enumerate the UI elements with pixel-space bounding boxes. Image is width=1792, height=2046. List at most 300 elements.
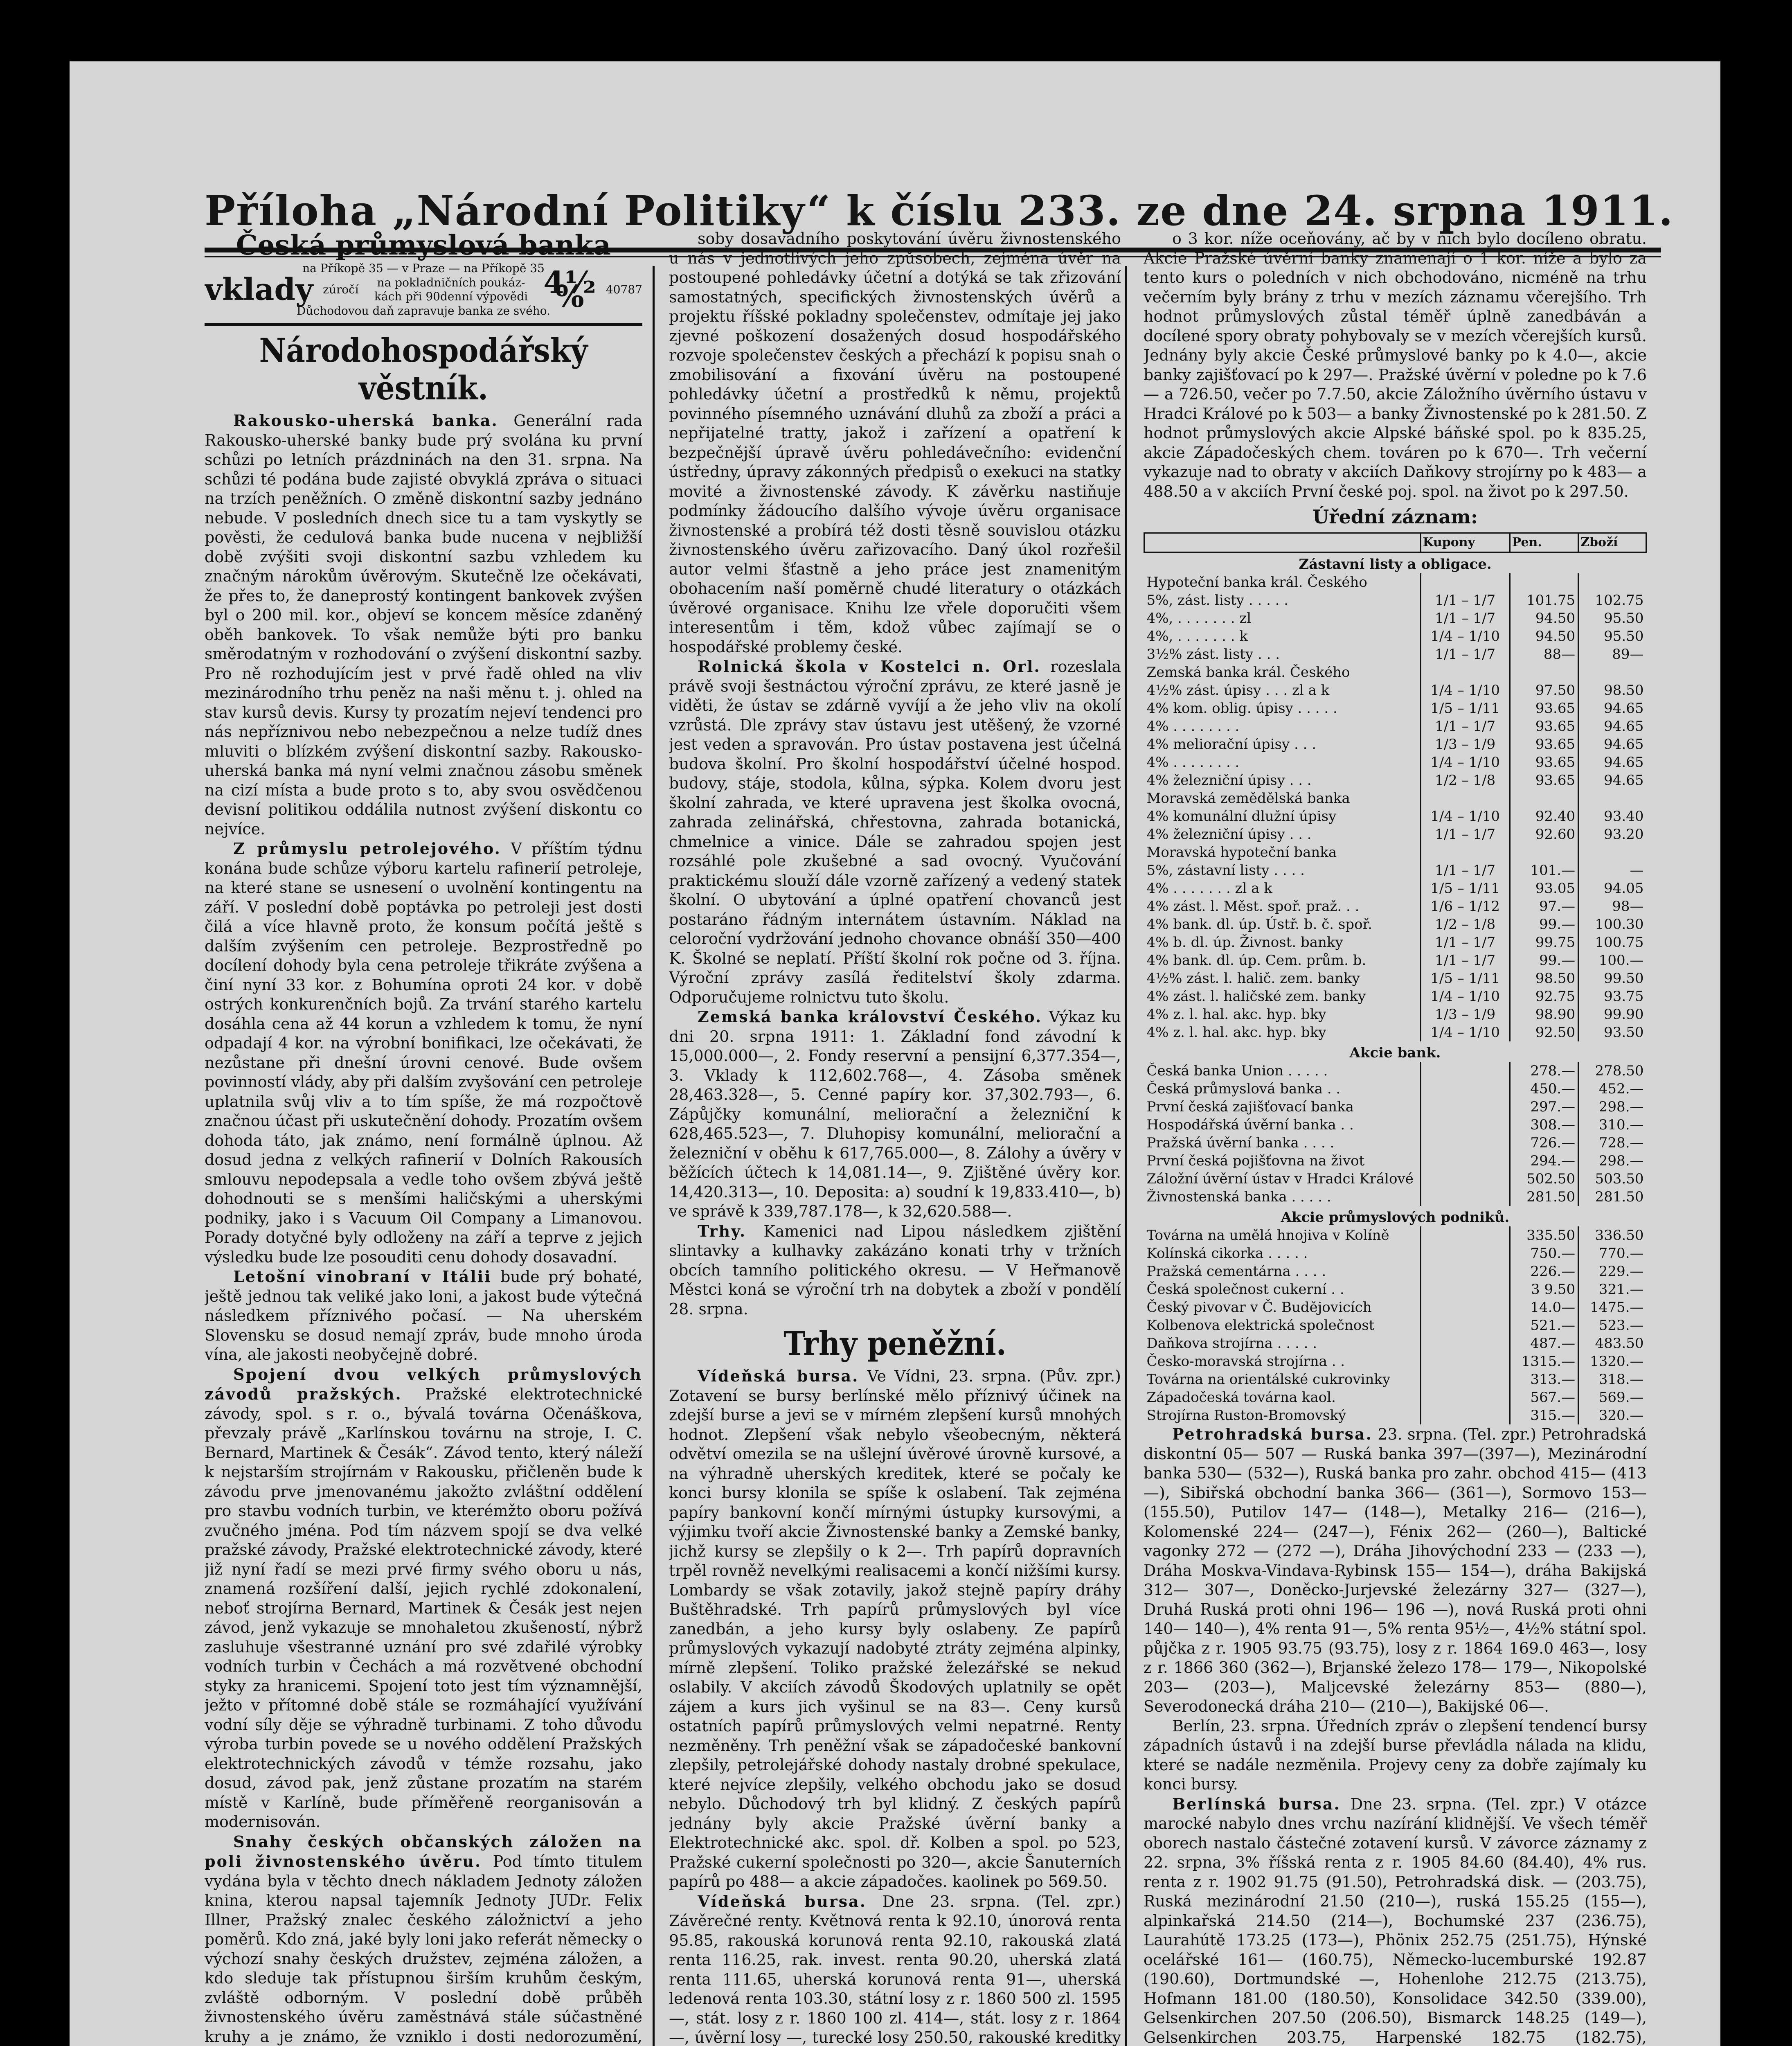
table-row: [1144, 1370, 1646, 1388]
goods-price: 93.50: [1578, 1023, 1646, 1041]
security-name: První česká pojišťovna na život: [1146, 1153, 1365, 1169]
coupon-dates: [1421, 1280, 1510, 1298]
article-paragraph: [205, 1832, 642, 2046]
goods-price: 728.—: [1578, 1134, 1646, 1152]
right-articles: [1144, 1424, 1647, 2046]
table-row: [1144, 879, 1646, 897]
coupon-dates: [1421, 1080, 1510, 1098]
bank-name: Česká průmyslová banka: [236, 229, 611, 261]
goods-price: 336.50: [1578, 1226, 1646, 1244]
rate-detail: na pokladničních poukáz-kách při 90denní výpovědi: [374, 276, 528, 303]
article-paragraph: [1144, 1717, 1647, 1794]
security-name: Kolbenova elektrická společnost: [1146, 1317, 1375, 1334]
money-price: 315.—: [1510, 1406, 1578, 1424]
table-row: [1144, 645, 1646, 663]
column-right: [1144, 229, 1647, 2046]
quotes-table: [1144, 532, 1647, 1424]
table-row: [1144, 915, 1646, 933]
security-name: 4% . . . . . . . zl a k: [1146, 880, 1272, 897]
coupon-dates: [1421, 1316, 1510, 1334]
table-row: [1144, 1280, 1646, 1298]
coupon-dates: [1421, 1244, 1510, 1262]
article-text: soby dosavadního poskytování úvěru živnostenského u nás v jednotlivých jeho způsobech, zejména úvěr na postoupené pohledávky účetní a dotýká se tak zřizování samostatných, specifických živnostenských úvěrů a projektu říšské pokladny společenstev, odmítaje jej jako zjevné poškození dosažených dosud hospodářského rozvoje společenstev českých a přechází k popisu snah o zmobilisování a fixování úvěru na postoupené pohledávky účetní a prostředků k němu, projektů povinného písemného uznávání dluhů za zboží a práci a nepřijatelné tratty, jakož i zařízení a opatření k bezpečnější úpravě úvěru pohledávečního: evidenční ústředny, úpravy zákonných předpisů o exekuci na statky movité a živnostenské závody. K závěrku nastiňuje podmínky žádoucího dalšího vývoje úvěru organisace živnostenské a probírá též dosti těsně souvislou otázku živnostenského úvěru zařizovacího. Daný úkol rozřešil autor velmi šťastně a jeho práce jest znamenitým obohacením naší poměrně chudé literatury o otázkách úvěrové organisace. Knihu lze vřele doporučiti všem interesentům i těm, kdož vůbec zajímají se o hospodářské problemy české.: [669, 230, 1121, 656]
security-name: 4% komunální dlužní úpisy: [1146, 808, 1337, 825]
coupon-dates: [1421, 1406, 1510, 1424]
goods-price: [1578, 843, 1646, 861]
table-row: [1144, 753, 1646, 771]
goods-price: 99.50: [1578, 969, 1646, 987]
security-name: Česko-moravská strojírna . .: [1146, 1353, 1345, 1370]
table-row: [1144, 1152, 1646, 1170]
goods-price: [1578, 573, 1646, 591]
security-name: 4% zást. l. Měst. spoř. praž. . .: [1146, 898, 1360, 915]
goods-price: 100.—: [1578, 951, 1646, 969]
rate-note: 40787: [606, 283, 642, 296]
article-title: Vídeňská bursa.: [698, 1892, 867, 1911]
article-text: Ve Vídni, 23. srpna. (Pův. zpr.) Zotavení se bursy berlínské mělo příznivý účinek na zdejší burse a jevi se v mírném zlepšení kursů mnohých hodnot. Zlepšení však nebylo všeobecným, některá odvětví omezila se na ušlejní úvěrové úrovně kursové, a na výhradně uherských kreditek, které se počaly ke konci bursy klonila se spíše k oslabení. Tak zejména papíry bankovní končí mírnými ústupky kursovými, a výjimku tvoří akcie Živnostenské banky a Zemské banky, jichž kursy se zlepšily o k 2—. Trh papírů dopravních trpěl rovněž nevelkými realisacemi a končí nižšími kursy. Lombardy se však zotavily, jakož stejně papíry dráhy Buštěhradské. Trh papírů průmyslových byl více zanedbán, a jeho kursy byly oslabeny. Ze papírů průmyslových vykazují nadobyté ztráty zejména alpinky, mírně zlepšení. Toliko pražské železářské se nekud oslabily. V akciích závodů Škodových uplatnily se opět zájem a kurs jich vyšinul se na 83—. Ceny kursů ostatních papírů průmyslových velmi nepatrné. Renty nezměněny. Trh peněžní však se západočeské bankovní zlepšily, petrolejářské dohody nastaly drobné spekulace, které nejvíce zlepšily, velkého obchodu jako se dosud nebylo. Důchodový trh byl klidný. Z českých papírů jednány byly akcie Pražské úvěrní banky a Elektrotechnické akc. spol. dř. Kolben a spol. po 523, Pražské cukerní společnosti po 320—, akcie Šanuterních papírů po 488— a akcie západočes. kaolinek po 569.50.: [669, 1367, 1121, 1891]
goods-price: [1578, 663, 1646, 681]
table-row: [1144, 1170, 1646, 1188]
security-name: Strojírna Ruston-Bromovský: [1146, 1407, 1346, 1424]
coupon-dates: 1/2 – 1/8: [1421, 915, 1510, 933]
table-row: [1144, 789, 1646, 807]
security-name: 4½% zást. l. halič. zem. banky: [1146, 970, 1360, 987]
security-name: Továrna na orientálské cukrovinky: [1146, 1371, 1391, 1388]
security-name: 4% z. l. hal. akc. hyp. bky: [1146, 1006, 1326, 1023]
rate-prefix: zúročí: [323, 283, 359, 296]
goods-price: 89—: [1578, 645, 1646, 663]
goods-price: 229.—: [1578, 1262, 1646, 1280]
goods-price: 94.65: [1578, 699, 1646, 717]
coupon-dates: 1/5 – 1/11: [1421, 699, 1510, 717]
table-row: [1144, 1226, 1646, 1244]
table-row: [1144, 1116, 1646, 1134]
table-row: [1144, 699, 1646, 717]
goods-price: 310.—: [1578, 1116, 1646, 1134]
security-name: Pražská úvěrní banka . . . .: [1146, 1135, 1335, 1151]
table-row: [1144, 1188, 1646, 1206]
security-name: Moravská zemědělská banka: [1146, 790, 1350, 807]
money-price: 92.50: [1510, 1023, 1578, 1041]
coupon-dates: [1421, 1298, 1510, 1316]
goods-price: [1578, 789, 1646, 807]
article-paragraph: [205, 411, 642, 839]
goods-price: 95.50: [1578, 609, 1646, 627]
table-row: [1144, 843, 1646, 861]
table-group-row: [1144, 552, 1646, 574]
money-price: 93.65: [1510, 699, 1578, 717]
goods-price: 1475.—: [1578, 1298, 1646, 1316]
coupon-dates: [1421, 1188, 1510, 1206]
security-name: Hypoteční banka král. Českého: [1146, 574, 1367, 590]
table-row: [1144, 573, 1646, 591]
money-price: 99.—: [1510, 915, 1578, 933]
coupon-dates: [1421, 1352, 1510, 1370]
security-name: První česká zajišťovací banka: [1146, 1099, 1354, 1115]
coupon-dates: 1/1 – 1/7: [1421, 951, 1510, 969]
article-title: Berlínská bursa.: [1172, 1794, 1341, 1813]
article-text: Pražské elektrotechnické závody, spol. s r. o., bývalá továrna Očenáškova, převzaly právě „Karlínskou továrnu na stroje, I. C. Bernard, Martinek & Česák“. Závod tento, který náleží k nejstarším strojírnám v Rakousku, přičleněn bude k závodu prve jmenovanému jakožto zvláštní oddělení pro stavbu vodních turbin, ve kterémžto oboru požívá zvučného jména. Pod tím názvem spojí se dva velké pražské závody, Pražské elektrotechnické závody, které již nyní řadí se mezi prvé firmy svého oboru u nás, znamená rozšíření další, jejich rychlé zdokonalení, neboť strojírna Bernard, Martinek & Česák jest nejen závod, jenž vykazuje se mnohaletou zkušeností, nýbrž zasluhuje všestranné uznání pro své zdařilé výrobky vodních turbin v Čechách a má rozvětvené obchodní styky za hranicemi. Spojení toto jest tím významnější, ježto v přítomné době stále se rozmáhající využívání vodní síly děje se výhradně turbinami. Z toho důvodu výroba turbin povede se u nového oddělení Pražských elektrotechnických závodů v témže rozsahu, jako dosud, závod pak, jenž zůstane prozatím na starém místě v Karlíně, bude příměřeně reorganisován a modernisován.: [205, 1385, 642, 1831]
coupon-dates: 1/4 – 1/10: [1421, 1023, 1510, 1041]
goods-price: 503.50: [1578, 1170, 1646, 1188]
article-paragraph: [205, 839, 642, 1267]
table-row: [1144, 681, 1646, 699]
security-name: 4% . . . . . . . .: [1146, 718, 1240, 735]
security-name: Česká banka Union . . . . .: [1146, 1063, 1328, 1079]
money-price: [1510, 663, 1578, 681]
table-row: [1144, 609, 1646, 627]
coupon-dates: 1/1 – 1/7: [1421, 609, 1510, 627]
money-price: 101.75: [1510, 591, 1578, 609]
goods-price: 320.—: [1578, 1406, 1646, 1424]
money-price: 92.75: [1510, 987, 1578, 1005]
article-paragraph: [205, 1267, 642, 1365]
money-price: 99.75: [1510, 933, 1578, 951]
table-row: [1144, 1352, 1646, 1370]
goods-price: 94.05: [1578, 879, 1646, 897]
coupon-dates: [1421, 1116, 1510, 1134]
table-group-row: [1144, 1206, 1646, 1226]
goods-price: 94.65: [1578, 753, 1646, 771]
goods-price: 94.65: [1578, 771, 1646, 789]
table-row: [1144, 771, 1646, 789]
coupon-dates: 1/6 – 1/12: [1421, 897, 1510, 915]
goods-price: 1320.—: [1578, 1352, 1646, 1370]
table-row: [1144, 1262, 1646, 1280]
goods-price: 278.50: [1578, 1062, 1646, 1080]
money-price: 521.—: [1510, 1316, 1578, 1334]
table-row: [1144, 717, 1646, 735]
middle-articles-2: [669, 1366, 1121, 2046]
table-row: [1144, 1080, 1646, 1098]
rate-label: vklady: [205, 272, 313, 307]
coupon-dates: [1421, 1226, 1510, 1244]
money-price: 99.—: [1510, 951, 1578, 969]
coupon-dates: 1/3 – 1/9: [1421, 735, 1510, 753]
table-header-goods: Zboží: [1578, 533, 1646, 552]
section-title-money-markets: Trhy peněžní.: [783, 1324, 1006, 1363]
security-name: 4% meliorační úpisy . . .: [1146, 736, 1317, 753]
table-row: [1144, 663, 1646, 681]
money-price: 3 9.50: [1510, 1280, 1578, 1298]
article-text: 23. srpna. (Tel. zpr.) Petrohradská diskontní 05— 507 — Ruská banka 397—(397—), Mezinárodní banka 530— (532—), Ruská banka pro zahr. obchod 415— (413—), Sibiřská obchodní banka 366— (361—), Sormovo 153— (155.50), Putilov 147— (148—), Metalky 216— (216—), Kolomenské 224— (247—), Fénix 262— (260—), Baltické vagonky 272 — (272 —), Dráha Jihovýchodní 233 — (233 —), Dráha Moskva-Vindava-Rybinsk 155— 154—), dráha Bakijská 312— 307—, Doněcko-Jurjevské železárny 327— (327—), Druhá Ruská proti ohni 196— 196 —), nová Ruská proti ohni 140— 140—), 4% renta 91—, 5% renta 95½—, 4½% státní spol. půjčka z r. 1905 93.75 (93.75), losy z r. 1864 169.0 463—, losy z r. 1866 360 (362—), Brjanské železo 178— 179—, Nikopolské 203— (203—), Maljcevské železárny 853— (880—), Severodonecká dráha 210— (210—), Bakijské 06—.: [1144, 1425, 1647, 1715]
table-row: [1144, 969, 1646, 987]
goods-price: 298.—: [1578, 1098, 1646, 1116]
goods-price: 483.50: [1578, 1334, 1646, 1352]
goods-price: 100.30: [1578, 915, 1646, 933]
money-price: 88—: [1510, 645, 1578, 663]
security-name: 4% železniční úpisy . . .: [1146, 772, 1312, 789]
article-text: Výkaz ku dni 20. srpna 1911: 1. Základní fond závodní k 15,000.000—, 2. Fondy reservní a pensijní 6,377.354—, 3. Vklady k 112,602.768—, 4. Zásoba směnek 28,463.328—, 5. Cenné papíry kor. 37,302.793—, 6. Zápůjčky komunální, meliorační a železniční k 628,465.523—, 7. Dluhopisy komunální, meliorační a železniční v oběhu k 617,765.000—, 8. Zálohy a úvěry v běžících účtech k 14,081.14—, 9. Zjištěné úvěry kor. 14,420.313—, 10. Deposita: a) soudní k 19,833.410—, b) ve správě k 339,787.178—, k 32,620.588—.: [669, 1008, 1121, 1220]
money-price: [1510, 843, 1578, 861]
column-divider-2: [1125, 266, 1127, 2046]
article-paragraph: [669, 1007, 1121, 1221]
goods-price: 99.90: [1578, 1005, 1646, 1023]
security-name: Český pivovar v Č. Budějovicích: [1146, 1299, 1372, 1316]
coupon-dates: 1/3 – 1/9: [1421, 1005, 1510, 1023]
article-title: Spojení dvou velkých průmyslových závodů pražských.: [205, 1365, 642, 1403]
money-price: 313.—: [1510, 1370, 1578, 1388]
tax-note: Důchodovou daň zapravuje banka ze svého.: [297, 304, 550, 318]
coupon-dates: [1421, 1262, 1510, 1280]
money-price: 450.—: [1510, 1080, 1578, 1098]
coupon-dates: [1421, 573, 1510, 591]
table-row: [1144, 1388, 1646, 1406]
coupon-dates: 1/1 – 1/7: [1421, 717, 1510, 735]
security-name: Pražská cementárna . . . .: [1146, 1263, 1326, 1280]
goods-price: 98—: [1578, 897, 1646, 915]
table-caption: Úřední záznam:: [1312, 506, 1478, 528]
coupon-dates: [1421, 1062, 1510, 1080]
coupon-dates: 1/1 – 1/7: [1421, 933, 1510, 951]
table-row: [1144, 897, 1646, 915]
coupon-dates: 1/5 – 1/11: [1421, 879, 1510, 897]
security-name: Česká společnost cukerní . .: [1146, 1281, 1344, 1298]
security-name: 4% . . . . . . . .: [1146, 754, 1240, 771]
article-title: Rolnická škola v Kostelci n. Orl.: [698, 657, 1041, 676]
money-price: [1510, 789, 1578, 807]
security-name: Kolínská cikorka . . . . .: [1146, 1245, 1308, 1262]
column-middle: [669, 229, 1121, 2046]
column-left: [205, 229, 642, 2046]
security-name: 4½% zást. úpisy . . . zl a k: [1146, 682, 1330, 699]
table-header-money: Pen.: [1510, 533, 1578, 552]
goods-price: 770.—: [1578, 1244, 1646, 1262]
security-name: Zástavní listy a obligace.: [1299, 556, 1492, 572]
bank-address: na Příkopě 35 — v Praze — na Příkopě 35: [302, 261, 545, 275]
money-price: 294.—: [1510, 1152, 1578, 1170]
article-title: Letošní vinobraní v Itálii: [233, 1267, 492, 1286]
security-name: 4% bank. dl. úp. Ústř. b. č. spoř.: [1146, 916, 1372, 933]
security-name: 4%, . . . . . . . k: [1146, 628, 1248, 644]
goods-price: 100.75: [1578, 933, 1646, 951]
table-row: [1144, 807, 1646, 825]
coupon-dates: 1/1 – 1/7: [1421, 861, 1510, 879]
table-row: [1144, 1134, 1646, 1152]
goods-price: 94.65: [1578, 717, 1646, 735]
money-price: 335.50: [1510, 1226, 1578, 1244]
table-row: [1144, 1244, 1646, 1262]
money-price: 101.—: [1510, 861, 1578, 879]
security-name: Západočeská továrna kaol.: [1146, 1389, 1336, 1406]
article-paragraph: [669, 229, 1121, 657]
money-price: 308.—: [1510, 1116, 1578, 1134]
table-row: [1144, 591, 1646, 609]
coupon-dates: 1/5 – 1/11: [1421, 969, 1510, 987]
column-divider-1: [653, 266, 655, 2046]
security-name: Hospodářská úvěrní banka . .: [1146, 1117, 1354, 1133]
goods-price: 281.50: [1578, 1188, 1646, 1206]
money-price: 14.0—: [1510, 1298, 1578, 1316]
money-price: 93.65: [1510, 753, 1578, 771]
security-name: 3½% zást. listy . . .: [1146, 646, 1280, 662]
article-text: bude prý bohaté, ještě jednou tak veliké jako loni, a jakost bude výtečná následkem příznivého počasí. — Na uherském Slovensku se dosud nemají zpráv, bude mnoho úroda vína, ale jakosti neobyčejně dobré.: [205, 1268, 642, 1363]
coupon-dates: [1421, 1388, 1510, 1406]
money-price: 92.40: [1510, 807, 1578, 825]
section-title-economic: Národohospodářský věstník.: [259, 331, 588, 407]
coupon-dates: 1/4 – 1/10: [1421, 807, 1510, 825]
goods-price: 298.—: [1578, 1152, 1646, 1170]
money-price: 93.65: [1510, 735, 1578, 753]
money-price: 226.—: [1510, 1262, 1578, 1280]
article-text: Berlín, 23. srpna. Úředních zpráv o zlepšení tendencí bursy západních ústavů i na zdejší burse převládla nálada na klidu, které se nadále nezměnila. Projevy ceny za dobře zajímaly ku konci bursy.: [1144, 1717, 1647, 1793]
security-name: Továrna na umělá hnojiva v Kolíně: [1146, 1227, 1389, 1244]
article-title: Zemská banka království Českého.: [698, 1007, 1042, 1026]
money-price: 281.50: [1510, 1188, 1578, 1206]
middle-articles: [669, 229, 1121, 1319]
right-intro: o 3 kor. níže oceňovány, ač by v nich bylo docíleno obratu. Akcie Pražské úvěrní banky znamenají o 1 kor. níže a bylo za tento kurs o poledních v nich obchodováno, nicméně na trhu večerním byly brány z trhu v mezích záznamu včerejšího. Trh hodnot průmyslových zůstal téměř úplně zanedbáván a docílené spory obraty pohybovaly se v mezích včerejších kursů. Jednány byly akcie České průmyslové banky po k 4.0—, akcie banky zajišťovací po k 297—. Pražské úvěrní v poledne po k 7.6— a 726.50, večer po 7.7.50, akcie Záložního úvěrního ústavu v Hradci Králové po k 503— a banky Živnostenské po k 281.50. Z hodnot průmyslových akcie Alpské báňské spol. po k 835.25, akcie Západočeských chem. továren po k 670—. Trh večerní vykazuje nad to obraty v akciích Daňkovy strojírny po k 483— a 488.50 a v akciích První české poj. spol. na život po k 297.50.: [1144, 230, 1647, 500]
coupon-dates: 1/4 – 1/10: [1421, 753, 1510, 771]
money-price: 97.50: [1510, 681, 1578, 699]
article-paragraph: [669, 1221, 1121, 1319]
page-header: Příloha „Národní Politiky“ k číslu 233. ze dne 24. srpna 1911.: [205, 187, 1674, 235]
article-paragraph: [669, 657, 1121, 1007]
table-row: [1144, 627, 1646, 645]
quotes-table-body: [1144, 552, 1646, 1425]
goods-price: 94.65: [1578, 735, 1646, 753]
table-group-row: [1144, 1041, 1646, 1062]
article-title: Trhy.: [698, 1221, 747, 1240]
article-title: Z průmyslu petrolejového.: [233, 839, 501, 858]
money-price: 726.—: [1510, 1134, 1578, 1152]
security-name: 4% železniční úpisy . . .: [1146, 826, 1312, 843]
article-title: Petrohradská bursa.: [1172, 1425, 1373, 1443]
money-price: 93.65: [1510, 771, 1578, 789]
security-name: Akcie bank.: [1349, 1045, 1441, 1061]
table-row: [1144, 1005, 1646, 1023]
article-text: rozeslala právě svoji šestnáctou výroční zprávu, ze které jasně je viděti, že ústav se zdárně vyvíjí a že jeho vliv na okolí vzrůstá. Dle zprávy stav ústavu jest utěšený, že vzorné jest veden a spravován. Pro ústav postavena jest účelná budova školní. Pro školní hospodářství účelné hospod. budovy, stáje, stodola, kůlna, sýpka. Kolem dvoru jest školní zahrada, ve které upravena jest školka ovocná, zahrada zelinářská, chřestovna, zahrada botanická, chmelnice a vinice. Dále se zahradou spojen jest rozsáhlé pole zkušebné a sad ovocný. Vyučování praktickému slouží dále vzorně zařízený a vedený statek školní. O ubytování a úplné opatření chovanců jest postaráno řádným internátem ústavním. Náklad na celoroční vydržování jednoho chovance obnáší 350—400 K. Školné se neplatí. Příští školní rok počne od 3. října. Výroční zprávy zasílá ředitelství školy zdarma. Odporučujeme rolnictvu tuto školu.: [669, 658, 1121, 1006]
coupon-dates: 1/2 – 1/8: [1421, 771, 1510, 789]
article-paragraph: [1144, 1794, 1647, 2046]
security-name: Moravská hypoteční banka: [1146, 844, 1337, 861]
coupon-dates: [1421, 663, 1510, 681]
coupon-dates: [1421, 1334, 1510, 1352]
table-row: [1144, 1023, 1646, 1041]
table-row: [1144, 735, 1646, 753]
article-paragraph: [1144, 1424, 1647, 1717]
article-text: Dne 23. srpna. (Tel. zpr.) Závěrečné renty. Květnová renta k 92.10, únorová renta 95.85, rakouská korunová renta 92.10, rakouská zlatá renta 116.25, rak. invest. renta 90.20, uherská zlatá renta 111.65, uherská korunová renta 91—, uherská ledenová renta 103.30, státní losy z r. 1860 500 zl. 1595—, stát. losy z r. 1860 100 zl. 414—, stát. losy z r. 1864 —, úvěrní losy —, turecké losy 250.50, rakouské kreditky: [669, 1892, 1121, 2046]
coupon-dates: [1421, 843, 1510, 861]
table-row: [1144, 1406, 1646, 1424]
security-name: 4% z. l. hal. akc. hyp. bky: [1146, 1024, 1326, 1041]
money-price: 93.65: [1510, 717, 1578, 735]
security-name: 4%, . . . . . . . zl: [1146, 610, 1252, 626]
goods-price: 93.40: [1578, 807, 1646, 825]
money-price: 98.90: [1510, 1005, 1578, 1023]
article-text: V příštím týdnu konána bude schůze výboru kartelu rafinerií petroleje, na které stane se usnesení o uvolnění kontingentu na září. V poslední době poptávka po petroleji jest dosti čilá a více hlavně proto, že konsum počítá ještě s dalším zvýšením cen petroleje. Bezprostředně po docílení dohody byla cena petroleje třikráte zvýšena a činí nyní 33 kor. z Bohumína oproti 24 kor. v době ostrých konkurenčních bojů. Za trvání starého kartelu dosáhla cena až 44 korun a vzhledem k tomu, že nyní odpadají 4 kor. na výrobní bonifikaci, lze očekávati, že nezůstane při dnešní úrovni cenové. Bude ovšem povinností vlády, aby při dalším zvyšování cen petroleje uplatnila svůj vliv a to tím spíše, že má rozpočtově značnou účast při uskutečnění dohody. Prozatím ovšem dohoda táto, jak známo, není formálně úplnou. Až dosud jedna z velkých rafinerií v Dolních Rakousích smlouvu nepodepsala a vedle toho ovšem zbývá ještě dohodnouti se s menšími haličskými a uherskými podniky, jako i s Vacuum Oil Company a Limanovou. Porady dotyčné byly odloženy na září a teprve z jejich výsledku bude lze posouditi cenu dohody dosavadní.: [205, 840, 642, 1266]
coupon-dates: 1/4 – 1/10: [1421, 681, 1510, 699]
coupon-dates: 1/1 – 1/7: [1421, 591, 1510, 609]
money-price: 1315.—: [1510, 1352, 1578, 1370]
goods-price: 102.75: [1578, 591, 1646, 609]
security-name: 4% zást. l. haličské zem. banky: [1146, 988, 1366, 1005]
article-title: Snahy českých občanských záložen na poli živnostenského úvěru.: [205, 1832, 642, 1870]
security-name: 4% kom. oblig. úpisy . . . . .: [1146, 700, 1337, 717]
coupon-dates: 1/1 – 1/7: [1421, 825, 1510, 843]
table-header-coupons: Kupony: [1421, 533, 1510, 552]
rate-value: 4½ %: [543, 265, 596, 314]
article-text: Generální rada Rakousko-uherské banky bude prý svolána ku první schůzi po letních prázdninách na den 31. srpna. Na schůzi té podána bude zajisté obvyklá zpráva o situaci na trzích peněžních. O změně diskontní sazby jednáno nebude. V posledních dnech sice tu a tam vyskytly se pověsti, že cedulová banka bude nucena v nejbližší době zvýšiti svoji diskontní sazbu vzhledem ku značným nárokům úvěrovým. Skutečně lze očekávati, že přes to, že daneprostý kontingent bankovek zvýšen byl o 200 mil. kor., objeví se koncem měsíce zdaněný oběh bankovek. To však nemůže býti pro banku směrodatným v rozhodování o zvýšení diskontní sazby. Pro ně rozhodujícím jest v prvé řadě ohled na vliv mezinárodního trhu peněz na naši měnu t. j. ohled na stav kursů devis. Kursy ty prozatím nejeví tendenci pro nás nepříznivou nebo nebezpečnou a nelze tudíž dnes mluviti o blízkém zvýšení diskontní sazby. Rakousko-uherská banka má nyní velmi značnou zásobu směnek na cizí místa a bude proto s to, aby svou osvědčenou devisní politikou oddálila nutnost zvýšení diskontu co nejvíce.: [205, 412, 642, 838]
security-name: Akcie průmyslových podniků.: [1281, 1209, 1510, 1226]
quotes-table-header: [1144, 533, 1646, 552]
security-name: 5%, zástavní listy . . . .: [1146, 862, 1305, 879]
coupon-dates: 1/4 – 1/10: [1421, 627, 1510, 645]
table-row: [1144, 951, 1646, 969]
security-name: Daňkova strojírna . . . . .: [1146, 1335, 1317, 1352]
money-price: 278.—: [1510, 1062, 1578, 1080]
security-name: Zemská banka král. Českého: [1146, 664, 1350, 680]
article-paragraph: [205, 1365, 642, 1832]
table-row: [1144, 1298, 1646, 1316]
security-name: 4% bank. dl. úp. Cem. prům. b.: [1146, 952, 1367, 969]
coupon-dates: [1421, 1152, 1510, 1170]
coupon-dates: [1421, 1370, 1510, 1388]
money-price: 94.50: [1510, 627, 1578, 645]
money-price: 93.05: [1510, 879, 1578, 897]
bank-advertisement: [205, 229, 642, 326]
goods-price: —: [1578, 861, 1646, 879]
goods-price: 93.75: [1578, 987, 1646, 1005]
money-price: 487.—: [1510, 1334, 1578, 1352]
table-header-name: [1144, 533, 1421, 552]
coupon-dates: [1421, 1098, 1510, 1116]
article-text: Kamenici nad Lipou následkem zjištění slintavky a kulhavky zakázáno konati trhy v tržních obcích tamního politického okresu. — V Heřmanově Městci koná se výroční trh na dobytek a zboží v pondělí 28. srpna.: [669, 1222, 1121, 1318]
table-row: [1144, 1316, 1646, 1334]
table-row: [1144, 933, 1646, 951]
article-paragraph: [669, 1366, 1121, 1892]
table-row: [1144, 1062, 1646, 1080]
coupon-dates: [1421, 1170, 1510, 1188]
security-name: 4% b. dl. úp. Živnost. banky: [1146, 934, 1343, 951]
money-price: 297.—: [1510, 1098, 1578, 1116]
article-text: Pod tímto titulem vydána byla v těchto dnech nákladem Jednoty záložen knina, kterou napsal tajemník Jednoty JUDr. Felix Illner, Pražský znalec českého záložnictví a jeho poměrů. Kdo zná, jaké byly loni jako referát německy o výchozí snahy českých družstev, zejména záložen, a kdo sleduje tak přístupnou širším kruhům českým, zvláště odborným. V poslední době průběh živnostenského úvěru zaměstnává stále súčastněné kruhy a je známo, že vzniklo i dosti nedorozumění,: [205, 1852, 642, 2046]
coupon-dates: [1421, 1134, 1510, 1152]
goods-price: 93.20: [1578, 825, 1646, 843]
table-row: [1144, 1098, 1646, 1116]
security-name: Záložní úvěrní ústav v Hradci Králové: [1146, 1171, 1414, 1187]
goods-price: 523.—: [1578, 1316, 1646, 1334]
left-articles: [205, 411, 642, 2046]
security-name: Česká průmyslová banka . .: [1146, 1081, 1341, 1097]
goods-price: 95.50: [1578, 627, 1646, 645]
money-price: 92.60: [1510, 825, 1578, 843]
goods-price: 321.—: [1578, 1280, 1646, 1298]
money-price: 94.50: [1510, 609, 1578, 627]
coupon-dates: [1421, 789, 1510, 807]
money-price: 567.—: [1510, 1388, 1578, 1406]
money-price: 750.—: [1510, 1244, 1578, 1262]
goods-price: 318.—: [1578, 1370, 1646, 1388]
money-price: 97.—: [1510, 897, 1578, 915]
article-paragraph: [669, 1892, 1121, 2046]
money-price: 502.50: [1510, 1170, 1578, 1188]
table-row: [1144, 825, 1646, 843]
article-text: Dne 23. srpna. (Tel. zpr.) V otázce marocké nabylo dnes vrchu nazírání klidnější. Ve všech téměř oborech nastalo částečné zotavení kursů. V závorce záznamy z 22. srpna, 3% říšská renta z r. 1905 84.60 (84.40), 4% rus. renta z r. 1902 91.75 (91.50), Petrohradská disk. — (203.75), Ruská mezinárodní 21.50 (210—), ruská 155.25 (155—), alpinkařská 214.50 (214—), Bochumské 237 (236.75), Laurahútě 173.25 (173—), Phönix 252.75 (251.75), Hýnské ocelářské 161— (160.75), Německo-lucemburské 192.87 (190.60), Dortmundské —, Hohenlohe 212.75 (213.75), Hofmann 181.00 (180.50), Konsolidace 342.50 (339.00), Gelsenkirchen 207.50 (206.50), Bismarck 148.25 (149—), Gelsenkirchen 203.75, Harpenské 182.75 (182.75),: [1144, 1795, 1647, 2046]
coupon-dates: 1/1 – 1/7: [1421, 645, 1510, 663]
table-row: [1144, 987, 1646, 1005]
table-row: [1144, 861, 1646, 879]
money-price: 98.50: [1510, 969, 1578, 987]
table-row: [1144, 1334, 1646, 1352]
security-name: Živnostenská banka . . . . .: [1146, 1189, 1331, 1205]
article-title: Vídeňská bursa.: [698, 1367, 859, 1385]
security-name: 5%, zást. listy . . . . .: [1146, 592, 1289, 608]
money-price: [1510, 573, 1578, 591]
coupon-dates: 1/4 – 1/10: [1421, 987, 1510, 1005]
article-title: Rakousko-uherská banka.: [233, 411, 498, 430]
goods-price: 569.—: [1578, 1388, 1646, 1406]
goods-price: 452.—: [1578, 1080, 1646, 1098]
